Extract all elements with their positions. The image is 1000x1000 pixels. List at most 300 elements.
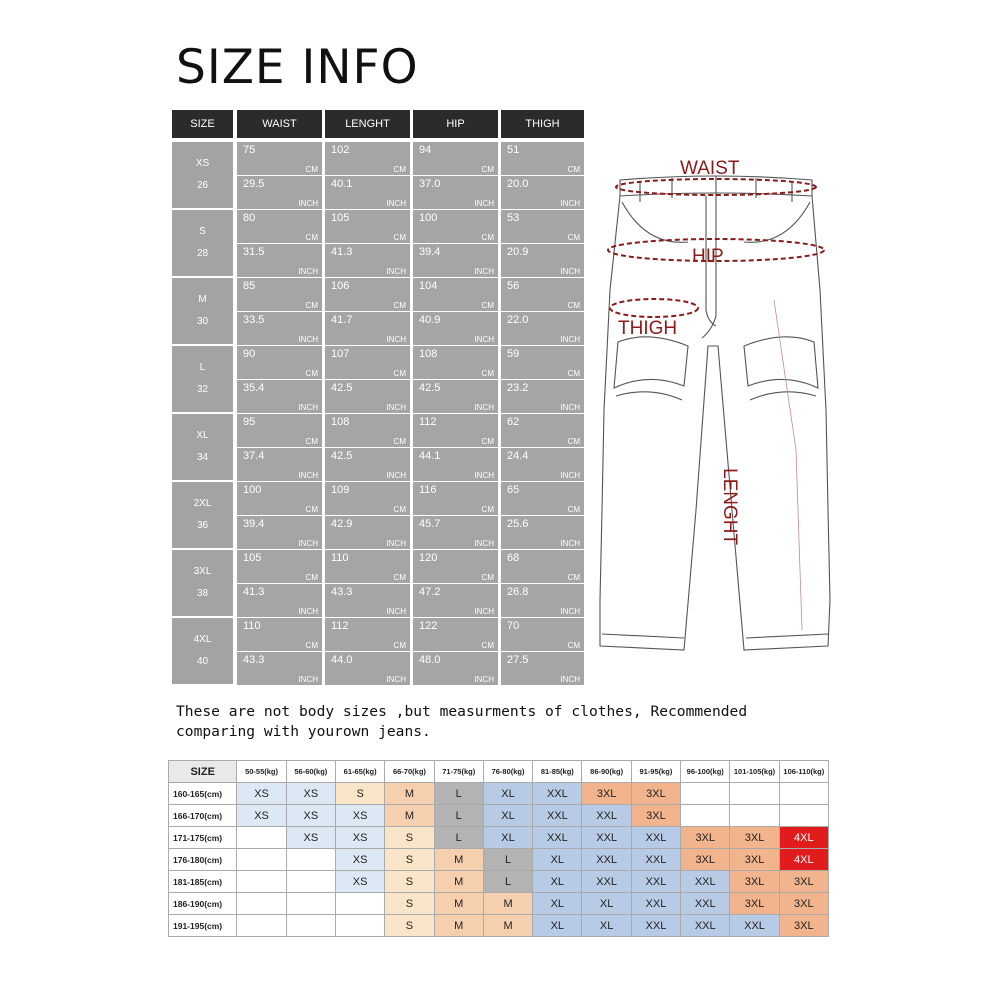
measure-value: 70 bbox=[507, 620, 520, 632]
measure-cell-inch bbox=[413, 176, 498, 209]
unit-label: INCH bbox=[560, 335, 580, 344]
size-cell: XXL bbox=[631, 915, 680, 937]
measure-cell-cm bbox=[325, 482, 410, 515]
size-cell: M bbox=[434, 893, 483, 915]
unit-label: INCH bbox=[474, 335, 494, 344]
unit-label: CM bbox=[567, 165, 580, 174]
size-label-cell bbox=[172, 414, 233, 480]
height-label: 181-185(cm) bbox=[169, 871, 237, 893]
measure-value: 75 bbox=[243, 144, 256, 156]
measure-value: 116 bbox=[419, 484, 437, 496]
height-label: 186-190(cm) bbox=[169, 893, 237, 915]
size-cell: XXL bbox=[631, 893, 680, 915]
measure-cell-inch bbox=[325, 244, 410, 277]
measure-cell-inch bbox=[501, 312, 584, 345]
measure-value: 102 bbox=[331, 144, 350, 156]
weight-header: 96-100(kg) bbox=[681, 761, 730, 783]
size-cell: 3XL bbox=[779, 893, 828, 915]
measure-cell-inch bbox=[413, 448, 498, 481]
measurement-note bbox=[176, 702, 836, 742]
size-cell bbox=[336, 893, 385, 915]
height-label: 171-175(cm) bbox=[169, 827, 237, 849]
unit-label: CM bbox=[305, 573, 318, 582]
unit-label: INCH bbox=[386, 539, 406, 548]
measure-value: 95 bbox=[243, 416, 256, 428]
table-header-hip: HIP bbox=[413, 110, 498, 138]
unit-label: CM bbox=[567, 369, 580, 378]
measure-cell-cm bbox=[237, 142, 322, 175]
size-cell: S bbox=[385, 871, 434, 893]
size-cell: L bbox=[434, 783, 483, 805]
size-cell: XXL bbox=[533, 783, 582, 805]
measure-value: 65 bbox=[507, 484, 520, 496]
measure-cell-inch bbox=[237, 244, 322, 277]
measure-cell-cm bbox=[237, 346, 322, 379]
thigh-label: THIGH bbox=[618, 318, 678, 339]
measure-cell-cm bbox=[237, 278, 322, 311]
unit-label: CM bbox=[567, 301, 580, 310]
measure-value: 62 bbox=[507, 416, 520, 428]
unit-label: CM bbox=[567, 505, 580, 514]
unit-label: CM bbox=[305, 369, 318, 378]
size-cell: L bbox=[434, 827, 483, 849]
measure-cell-inch bbox=[325, 312, 410, 345]
measure-cell-cm bbox=[413, 346, 498, 379]
measure-cell-cm bbox=[501, 482, 584, 515]
size-corner-header: SIZE bbox=[169, 761, 237, 783]
table-header-size: SIZE bbox=[172, 110, 233, 138]
unit-label: INCH bbox=[474, 199, 494, 208]
size-letter: 4XL bbox=[193, 634, 212, 645]
measure-value: 41.3 bbox=[331, 246, 353, 258]
table-row bbox=[169, 893, 829, 915]
size-cell: XS bbox=[336, 871, 385, 893]
size-cell bbox=[730, 783, 779, 805]
measure-value: 120 bbox=[419, 552, 438, 564]
measure-value: 48.0 bbox=[419, 654, 441, 666]
unit-label: CM bbox=[393, 369, 406, 378]
measure-value: 80 bbox=[243, 212, 256, 224]
size-cell bbox=[681, 805, 730, 827]
table-row bbox=[169, 871, 829, 893]
measure-value: 85 bbox=[243, 280, 256, 292]
measure-cell-inch bbox=[237, 584, 322, 617]
measure-value: 43.3 bbox=[243, 654, 265, 666]
measure-cell-inch bbox=[413, 244, 498, 277]
measure-cell-cm bbox=[237, 550, 322, 583]
size-cell bbox=[237, 827, 286, 849]
measure-value: 122 bbox=[419, 620, 438, 632]
size-cell: XS bbox=[336, 805, 385, 827]
weight-header: 106-110(kg) bbox=[779, 761, 828, 783]
size-cell: 3XL bbox=[582, 783, 631, 805]
size-label-cell bbox=[172, 142, 233, 208]
size-cell: XL bbox=[533, 893, 582, 915]
size-recommendation-table bbox=[168, 760, 829, 937]
measure-cell-inch bbox=[237, 448, 322, 481]
size-cell: XXL bbox=[631, 827, 680, 849]
size-cell: XL bbox=[483, 805, 532, 827]
measure-value: 68 bbox=[507, 552, 520, 564]
size-cell bbox=[286, 849, 335, 871]
measure-cell-cm bbox=[413, 210, 498, 243]
size-cell: XL bbox=[582, 893, 631, 915]
unit-label: CM bbox=[393, 641, 406, 650]
size-cell: S bbox=[336, 783, 385, 805]
measure-value: 31.5 bbox=[243, 246, 265, 258]
size-cell bbox=[237, 915, 286, 937]
measure-cell-cm bbox=[501, 278, 584, 311]
size-cell: M bbox=[385, 783, 434, 805]
measure-cell-cm bbox=[413, 278, 498, 311]
size-cell: XXL bbox=[681, 871, 730, 893]
size-letter: L bbox=[199, 362, 206, 373]
measure-value: 110 bbox=[331, 552, 349, 564]
size-cell: M bbox=[434, 915, 483, 937]
thigh-guide bbox=[610, 299, 698, 317]
page-title: SIZE INFO bbox=[176, 40, 419, 95]
size-cell: XS bbox=[336, 827, 385, 849]
size-cell: XL bbox=[533, 849, 582, 871]
unit-label: CM bbox=[393, 505, 406, 514]
weight-header: 81-85(kg) bbox=[533, 761, 582, 783]
unit-label: CM bbox=[305, 641, 318, 650]
size-letter: 2XL bbox=[193, 498, 212, 509]
height-label: 176-180(cm) bbox=[169, 849, 237, 871]
size-cell: XXL bbox=[582, 827, 631, 849]
measure-cell-inch bbox=[237, 380, 322, 413]
measure-cell-inch bbox=[501, 380, 584, 413]
measure-value: 33.5 bbox=[243, 314, 265, 326]
measure-value: 45.7 bbox=[419, 518, 441, 530]
unit-label: CM bbox=[567, 437, 580, 446]
unit-label: CM bbox=[393, 233, 406, 242]
table-row bbox=[169, 849, 829, 871]
size-cell: XS bbox=[286, 805, 335, 827]
size-cell: 3XL bbox=[631, 805, 680, 827]
size-cell: XXL bbox=[533, 827, 582, 849]
size-cell: 3XL bbox=[681, 849, 730, 871]
size-cell: XL bbox=[533, 915, 582, 937]
measure-cell-inch bbox=[501, 448, 584, 481]
measure-value: 39.4 bbox=[419, 246, 441, 258]
size-cell bbox=[336, 915, 385, 937]
size-cell bbox=[237, 871, 286, 893]
unit-label: INCH bbox=[386, 199, 406, 208]
waist-label: WAIST bbox=[680, 158, 740, 179]
measure-cell-cm bbox=[501, 142, 584, 175]
size-label-cell bbox=[172, 550, 233, 616]
weight-header: 61-65(kg) bbox=[336, 761, 385, 783]
measure-cell-inch bbox=[413, 516, 498, 549]
measure-cell-cm bbox=[413, 482, 498, 515]
weight-header: 91-95(kg) bbox=[631, 761, 680, 783]
unit-label: INCH bbox=[298, 403, 318, 412]
unit-label: INCH bbox=[298, 539, 318, 548]
size-cell: 3XL bbox=[730, 827, 779, 849]
length-label: LENGHT bbox=[719, 468, 740, 546]
unit-label: INCH bbox=[560, 471, 580, 480]
measure-value: 108 bbox=[331, 416, 350, 428]
size-measurement-table bbox=[172, 110, 584, 688]
weight-header: 101-105(kg) bbox=[730, 761, 779, 783]
size-label-cell bbox=[172, 482, 233, 548]
measure-value: 90 bbox=[243, 348, 256, 360]
unit-label: INCH bbox=[298, 607, 318, 616]
size-label-cell bbox=[172, 346, 233, 412]
measure-value: 40.9 bbox=[419, 314, 441, 326]
measure-cell-inch bbox=[237, 176, 322, 209]
measure-value: 42.5 bbox=[419, 382, 441, 394]
size-cell: XS bbox=[237, 783, 286, 805]
size-label-cell bbox=[172, 278, 233, 344]
measure-value: 25.6 bbox=[507, 518, 529, 530]
size-cell: L bbox=[483, 849, 532, 871]
measure-value: 105 bbox=[331, 212, 350, 224]
unit-label: CM bbox=[305, 301, 318, 310]
size-number: 32 bbox=[196, 384, 209, 395]
size-cell: XL bbox=[483, 827, 532, 849]
weight-header: 50-55(kg) bbox=[237, 761, 286, 783]
measure-value: 29.5 bbox=[243, 178, 265, 190]
measure-value: 107 bbox=[331, 348, 350, 360]
measure-cell-inch bbox=[413, 380, 498, 413]
measure-value: 109 bbox=[331, 484, 350, 496]
measure-cell-cm bbox=[413, 550, 498, 583]
measure-value: 112 bbox=[331, 620, 349, 632]
size-cell: 4XL bbox=[779, 849, 828, 871]
measure-cell-cm bbox=[237, 210, 322, 243]
measure-value: 24.4 bbox=[507, 450, 529, 462]
measure-cell-inch bbox=[325, 584, 410, 617]
measure-value: 100 bbox=[243, 484, 262, 496]
measure-cell-inch bbox=[237, 652, 322, 685]
weight-header: 56-60(kg) bbox=[286, 761, 335, 783]
size-cell: S bbox=[385, 893, 434, 915]
measure-value: 53 bbox=[507, 212, 520, 224]
measure-value: 26.8 bbox=[507, 586, 529, 598]
unit-label: CM bbox=[305, 165, 318, 174]
size-cell: XXL bbox=[730, 915, 779, 937]
size-cell bbox=[286, 915, 335, 937]
measure-cell-cm bbox=[325, 142, 410, 175]
table-row bbox=[169, 827, 829, 849]
measure-cell-cm bbox=[237, 482, 322, 515]
measure-cell-cm bbox=[501, 550, 584, 583]
unit-label: CM bbox=[567, 233, 580, 242]
size-cell: XS bbox=[237, 805, 286, 827]
size-label-cell bbox=[172, 618, 233, 684]
weight-header: 76-80(kg) bbox=[483, 761, 532, 783]
measure-value: 27.5 bbox=[507, 654, 529, 666]
measure-cell-inch bbox=[413, 584, 498, 617]
unit-label: CM bbox=[567, 573, 580, 582]
table-header-thigh: THIGH bbox=[501, 110, 584, 138]
measure-cell-cm bbox=[325, 618, 410, 651]
size-cell bbox=[730, 805, 779, 827]
measure-cell-inch bbox=[325, 380, 410, 413]
unit-label: CM bbox=[481, 233, 494, 242]
unit-label: CM bbox=[305, 437, 318, 446]
size-cell: XXL bbox=[681, 915, 730, 937]
size-cell: M bbox=[434, 871, 483, 893]
unit-label: INCH bbox=[386, 471, 406, 480]
unit-label: INCH bbox=[386, 335, 406, 344]
size-cell: XXL bbox=[533, 805, 582, 827]
size-cell: L bbox=[483, 871, 532, 893]
measure-cell-cm bbox=[501, 346, 584, 379]
measure-cell-cm bbox=[325, 346, 410, 379]
table-row bbox=[169, 915, 829, 937]
size-cell: S bbox=[385, 827, 434, 849]
measure-cell-inch bbox=[237, 312, 322, 345]
measure-cell-cm bbox=[501, 414, 584, 447]
size-cell: S bbox=[385, 915, 434, 937]
size-number: 26 bbox=[196, 180, 209, 191]
measure-value: 44.1 bbox=[419, 450, 441, 462]
unit-label: INCH bbox=[474, 471, 494, 480]
measure-cell-cm bbox=[325, 278, 410, 311]
size-letter: M bbox=[198, 294, 207, 305]
unit-label: CM bbox=[305, 505, 318, 514]
size-cell: M bbox=[483, 915, 532, 937]
measure-value: 104 bbox=[419, 280, 438, 292]
measure-cell-cm bbox=[325, 210, 410, 243]
size-letter: 3XL bbox=[193, 566, 212, 577]
table-header-waist: WAIST bbox=[237, 110, 322, 138]
size-cell: XXL bbox=[582, 849, 631, 871]
size-cell bbox=[779, 783, 828, 805]
unit-label: CM bbox=[393, 165, 406, 174]
size-cell bbox=[237, 893, 286, 915]
size-cell: 3XL bbox=[631, 783, 680, 805]
size-number: 38 bbox=[196, 588, 209, 599]
jeans-diagram bbox=[596, 150, 836, 670]
measure-value: 44.0 bbox=[331, 654, 353, 666]
measure-value: 100 bbox=[419, 212, 438, 224]
unit-label: CM bbox=[393, 573, 406, 582]
size-letter: S bbox=[199, 226, 206, 237]
weight-header: 86-90(kg) bbox=[582, 761, 631, 783]
size-number: 34 bbox=[196, 452, 209, 463]
size-cell: XXL bbox=[681, 893, 730, 915]
measure-value: 39.4 bbox=[243, 518, 265, 530]
measure-value: 105 bbox=[243, 552, 262, 564]
measure-value: 41.3 bbox=[243, 586, 265, 598]
measure-value: 56 bbox=[507, 280, 520, 292]
measure-value: 108 bbox=[419, 348, 438, 360]
measure-cell-cm bbox=[237, 618, 322, 651]
unit-label: INCH bbox=[474, 267, 494, 276]
measure-value: 112 bbox=[419, 416, 437, 428]
measure-cell-cm bbox=[413, 414, 498, 447]
measure-value: 20.0 bbox=[507, 178, 529, 190]
size-label-cell bbox=[172, 210, 233, 276]
measure-value: 41.7 bbox=[331, 314, 353, 326]
measure-value: 51 bbox=[507, 144, 520, 156]
measure-value: 42.9 bbox=[331, 518, 353, 530]
size-cell bbox=[779, 805, 828, 827]
measure-cell-inch bbox=[501, 176, 584, 209]
table-row bbox=[169, 805, 829, 827]
size-cell: XS bbox=[336, 849, 385, 871]
size-letter: XS bbox=[195, 158, 210, 169]
size-cell: S bbox=[385, 849, 434, 871]
height-label: 166-170(cm) bbox=[169, 805, 237, 827]
unit-label: CM bbox=[481, 641, 494, 650]
unit-label: CM bbox=[481, 165, 494, 174]
unit-label: INCH bbox=[298, 267, 318, 276]
measure-value: 42.5 bbox=[331, 450, 353, 462]
unit-label: INCH bbox=[474, 539, 494, 548]
unit-label: CM bbox=[481, 505, 494, 514]
unit-label: INCH bbox=[560, 403, 580, 412]
size-cell: 3XL bbox=[681, 827, 730, 849]
size-cell: 3XL bbox=[730, 849, 779, 871]
size-cell: 3XL bbox=[730, 871, 779, 893]
measure-cell-inch bbox=[413, 312, 498, 345]
measure-cell-inch bbox=[501, 244, 584, 277]
size-cell bbox=[286, 871, 335, 893]
measure-cell-inch bbox=[237, 516, 322, 549]
table-row bbox=[169, 783, 829, 805]
size-cell: XL bbox=[582, 915, 631, 937]
measure-value: 110 bbox=[243, 620, 261, 632]
unit-label: INCH bbox=[298, 335, 318, 344]
measure-value: 43.3 bbox=[331, 586, 353, 598]
measure-cell-inch bbox=[325, 448, 410, 481]
measure-value: 23.2 bbox=[507, 382, 529, 394]
note-line-2: comparing with yourown jeans. bbox=[176, 723, 431, 740]
unit-label: CM bbox=[393, 437, 406, 446]
size-letter: XL bbox=[196, 430, 209, 441]
weight-header-row bbox=[169, 761, 829, 783]
unit-label: INCH bbox=[474, 675, 494, 684]
unit-label: INCH bbox=[560, 607, 580, 616]
unit-label: CM bbox=[481, 369, 494, 378]
measure-value: 94 bbox=[419, 144, 432, 156]
size-number: 40 bbox=[196, 656, 209, 667]
measure-cell-inch bbox=[501, 516, 584, 549]
size-cell: XXL bbox=[582, 871, 631, 893]
measure-cell-inch bbox=[501, 584, 584, 617]
size-cell: M bbox=[434, 849, 483, 871]
size-cell: XS bbox=[286, 783, 335, 805]
unit-label: CM bbox=[481, 301, 494, 310]
measure-value: 106 bbox=[331, 280, 350, 292]
unit-label: CM bbox=[393, 301, 406, 310]
size-cell: 4XL bbox=[779, 827, 828, 849]
height-label: 160-165(cm) bbox=[169, 783, 237, 805]
weight-header: 66-70(kg) bbox=[385, 761, 434, 783]
unit-label: CM bbox=[481, 437, 494, 446]
measure-cell-cm bbox=[325, 550, 410, 583]
size-cell: XL bbox=[533, 871, 582, 893]
size-cell bbox=[237, 849, 286, 871]
measure-cell-cm bbox=[413, 142, 498, 175]
size-cell: XS bbox=[286, 827, 335, 849]
unit-label: INCH bbox=[560, 267, 580, 276]
hip-label: HIP bbox=[692, 246, 724, 267]
unit-label: CM bbox=[481, 573, 494, 582]
size-number: 36 bbox=[196, 520, 209, 531]
size-number: 30 bbox=[196, 316, 209, 327]
unit-label: INCH bbox=[386, 267, 406, 276]
unit-label: INCH bbox=[298, 471, 318, 480]
measure-cell-inch bbox=[413, 652, 498, 685]
measure-cell-cm bbox=[501, 618, 584, 651]
measure-value: 59 bbox=[507, 348, 520, 360]
